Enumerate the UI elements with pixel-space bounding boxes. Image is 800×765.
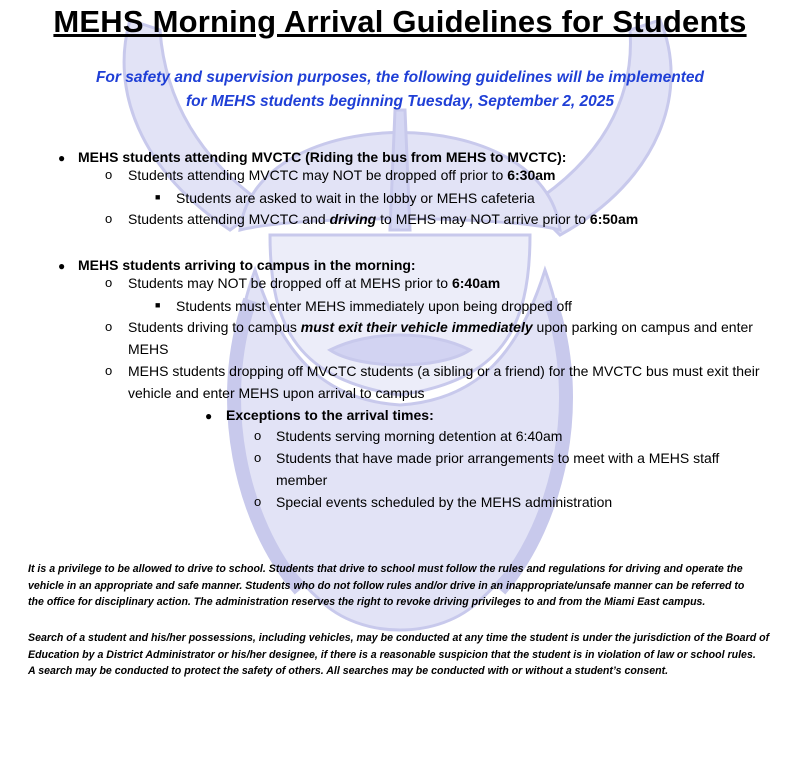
bullet-circle-icon: o: [254, 428, 262, 443]
footer-search-paragraph: Search of a student and his/her possessions, including vehicles, may be conducted at any time the student is under the jurisdiction of the Board of Education by a District Administrator or his/her designee, if there is a reasonable suspicion that the student is in violation of law or school rules. A search may be conducted to protect the safety of others. All searches may be conducted with or without a student’s consent.: [28, 632, 770, 677]
bullet-circle-icon: o: [254, 450, 262, 465]
subtitle-line-2: for MEHS students beginning Tuesday, September 2, 2025: [185, 93, 615, 110]
exception-item2-line2: member: [276, 472, 328, 488]
bullet-circle-icon: o: [105, 275, 113, 290]
bullet-dot-icon: ●: [58, 151, 66, 165]
bullet-dot-icon: ●: [205, 409, 213, 423]
bullet-circle-icon: o: [105, 319, 113, 334]
bullet-dot-icon: ●: [58, 259, 66, 273]
bullet-circle-icon: o: [254, 494, 262, 509]
bullet-square-icon: ■: [155, 192, 161, 202]
section2-item1-sub: Students must enter MEHS immediately upon being dropped off: [176, 298, 572, 314]
bullet-circle-icon: o: [105, 167, 113, 182]
bullet-circle-icon: o: [105, 363, 113, 378]
subtitle-line-1: For safety and supervision purposes, the following guidelines will be implemented: [95, 69, 705, 86]
page-title: MEHS Morning Arrival Guidelines for Students: [53, 4, 747, 39]
bullet-circle-icon: o: [105, 211, 113, 226]
bullet-square-icon: ■: [155, 300, 161, 310]
section2-item3-line2: vehicle and enter MEHS upon arrival to campus: [128, 385, 425, 401]
exception-item3: Special events scheduled by the MEHS administration: [276, 494, 613, 510]
section2-heading: MEHS students arriving to campus in the morning:: [78, 257, 416, 273]
exception-item2: Students that have made prior arrangements to meet with a MEHS staff: [276, 450, 720, 466]
section2-item1: Students may NOT be dropped off at MEHS prior to 6:40am: [128, 275, 501, 291]
section1-item1-sub: Students are asked to wait in the lobby or MEHS cafeteria: [176, 190, 535, 206]
section1-heading: MEHS students attending MVCTC (Riding the bus from MEHS to MVCTC):: [78, 149, 567, 165]
section2-item2: Students driving to campus must exit their vehicle immediately upon parking on campus and enter: [128, 319, 753, 335]
section2-item3: MEHS students dropping off MVCTC students (a sibling or a friend) for the MVCTC bus must exit their: [128, 363, 760, 379]
section1-item2: Students attending MVCTC and driving to MEHS may NOT arrive prior to 6:50am: [128, 211, 639, 227]
exception-item1: Students serving morning detention at 6:40am: [276, 428, 563, 444]
section1-item1: Students attending MVCTC may NOT be dropped off prior to 6:30am: [128, 167, 556, 183]
subtitle: [0, 66, 800, 114]
section2-item2-line2: MEHS: [128, 341, 169, 357]
exceptions-heading: Exceptions to the arrival times:: [226, 407, 434, 423]
footer-driving-paragraph: It is a privilege to be allowed to drive to school. Students that drive to school must follow the rules and regulations for driving and operate the vehicle in an appropriate and safe manner. Students who do not follow rules and/or drive in an inappropriate/unsafe manner can be referred to the office for disciplinary action. The administration reserves the right to revoke driving privileges to and from the Miami East campus.: [28, 563, 745, 608]
